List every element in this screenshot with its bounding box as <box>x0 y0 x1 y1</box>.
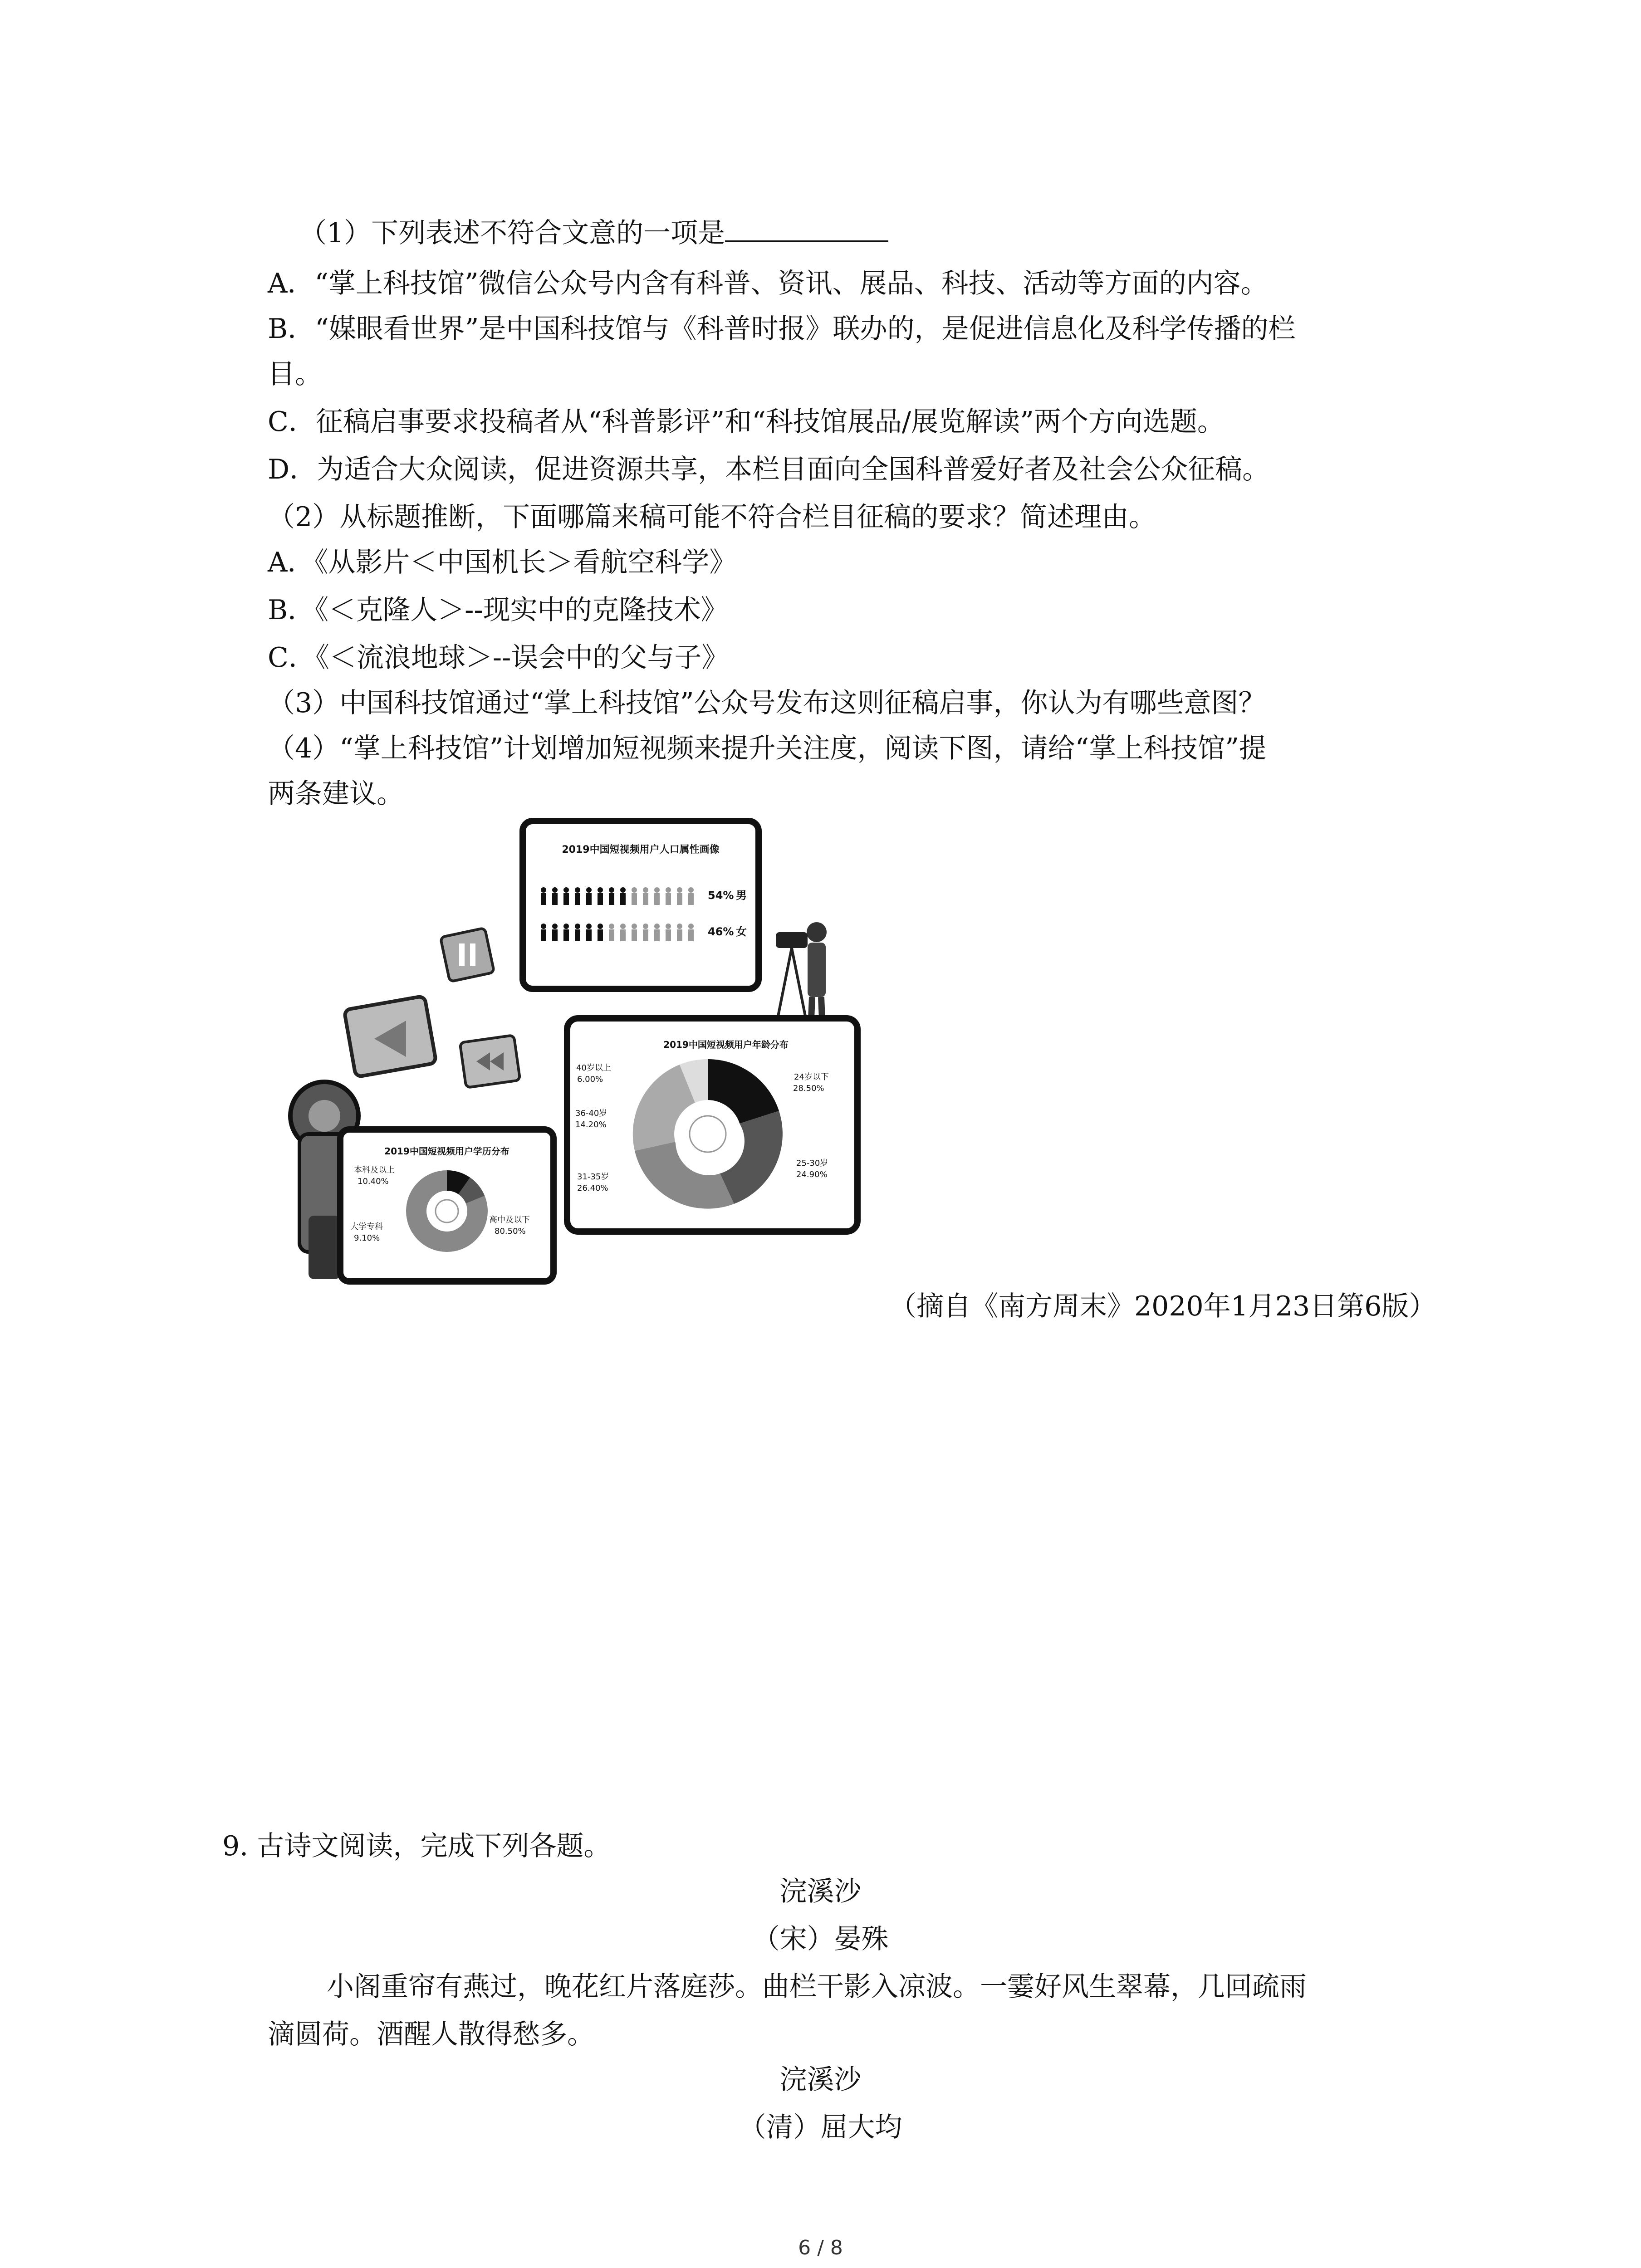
person-icon-body <box>654 929 660 941</box>
age-label-under24: 24岁以下 <box>794 1072 829 1082</box>
age-value-25-30: 24.90% <box>796 1170 828 1179</box>
option-a: A．“掌上科技馆”微信公众号内含有科普、资讯、展品、科技、活动等方面的内容。 <box>268 268 1268 299</box>
person-icon-body <box>563 893 569 905</box>
age-value-over40: 6.00% <box>577 1075 603 1084</box>
age-value-31-35: 26.40% <box>577 1183 608 1193</box>
person-icon-head <box>598 924 603 929</box>
gender-panel <box>523 821 759 989</box>
person-icon-body <box>666 893 671 905</box>
person-icon-head <box>586 887 592 893</box>
person-icon-head <box>654 924 660 929</box>
person-icon-body <box>688 929 694 941</box>
person-icon-body <box>620 929 626 941</box>
edu-value-highschool: 80.50% <box>495 1227 526 1236</box>
question-8-4-line1: （4）“掌上科技馆”计划增加短视频来提升关注度，阅读下图，请给“掌上科技馆”提 <box>268 733 1266 764</box>
person-icon-body <box>563 929 569 941</box>
person-icon-body <box>552 929 558 941</box>
edu-value-bachelor: 10.40% <box>358 1177 389 1186</box>
age-label-25-30: 25-30岁 <box>796 1158 828 1168</box>
person-icon-head <box>563 924 569 929</box>
edu-label-college: 大学专科 <box>350 1222 383 1232</box>
person-icon-body <box>575 893 580 905</box>
person-icon-head <box>552 887 558 893</box>
person-icon-body <box>575 929 580 941</box>
question-8-1-text: （1）下列表述不符合文意的一项是 <box>299 217 725 249</box>
edu-value-college: 9.10% <box>354 1233 380 1243</box>
person-icon-head <box>677 924 682 929</box>
person-icon-head <box>541 924 546 929</box>
person-icon-body <box>552 893 558 905</box>
person-icon-body <box>609 893 614 905</box>
person-icon-head <box>688 924 694 929</box>
person-icon-head <box>609 924 614 929</box>
person-icon-body <box>632 893 637 905</box>
person-icon-head <box>632 924 637 929</box>
person-icon-head <box>552 924 558 929</box>
person-icon-body <box>654 893 660 905</box>
person-icon-head <box>688 887 694 893</box>
person-icon-head <box>620 924 626 929</box>
person-icon-body <box>632 929 637 941</box>
age-value-under24: 28.50% <box>793 1084 824 1093</box>
age-title: 2019中国短视频用户年龄分布 <box>663 1039 789 1050</box>
poem1-line2: 滴圆荷。酒醒人散得愁多。 <box>268 2019 594 2050</box>
age-panel <box>567 1018 857 1232</box>
person-icon-body <box>598 929 603 941</box>
page-number: 6 / 8 <box>798 2236 843 2259</box>
person-icon-body <box>541 929 546 941</box>
person-icon-body <box>586 893 592 905</box>
person-icon-head <box>666 924 671 929</box>
source-citation: （摘自《南方周末》2020年1月23日第6版） <box>889 1290 1436 1322</box>
age-donut <box>633 1059 783 1209</box>
person-icon-head <box>575 924 580 929</box>
person-icon-head <box>654 887 660 893</box>
question-9-intro: 9. 古诗文阅读，完成下列各题。 <box>222 1830 611 1862</box>
option-b-line2: 目。 <box>268 358 322 390</box>
person-icon-body <box>677 893 682 905</box>
question-8-4-line2: 两条建议。 <box>268 778 404 810</box>
person-icon-head <box>598 887 603 893</box>
person-icon-body <box>688 893 694 905</box>
poem1-author: （宋）晏殊 <box>752 1923 889 1955</box>
age-value-36-40: 14.20% <box>575 1120 607 1129</box>
person-icon-head <box>620 887 626 893</box>
person-icon-head <box>575 887 580 893</box>
question-8-2-option-a: A．《从影片＜中国机长＞看航空科学》 <box>268 547 737 578</box>
question-8-3: （3）中国科技馆通过“掌上科技馆”公众号发布这则征稿启事，你认为有哪些意图？ <box>268 687 1266 719</box>
age-label-31-35: 31-35岁 <box>577 1172 609 1182</box>
person-icon-body <box>666 929 671 941</box>
person-icon-head <box>643 887 648 893</box>
person-icon-body <box>541 893 546 905</box>
age-label-over40: 40岁以上 <box>576 1063 611 1073</box>
pause-tile-icon <box>441 928 495 982</box>
person-icon-body <box>620 893 626 905</box>
male-percent: 54% <box>708 889 734 902</box>
question-8-1 <box>299 213 888 251</box>
person-icon-body <box>609 929 614 941</box>
person-icon-body <box>643 929 648 941</box>
person-icon-head <box>643 924 648 929</box>
person-icon-body <box>598 893 603 905</box>
person-icon-body <box>586 929 592 941</box>
education-donut <box>406 1170 488 1252</box>
poem1-title: 浣溪沙 <box>779 1876 862 1907</box>
edu-label-highschool: 高中及以下 <box>489 1215 530 1225</box>
person-icon-body <box>643 893 648 905</box>
age-label-36-40: 36-40岁 <box>575 1109 607 1118</box>
person-icon-head <box>563 887 569 893</box>
question-8-2: （2）从标题推断，下面哪篇来稿可能不符合栏目征稿的要求？简述理由。 <box>268 501 1156 533</box>
question-8-2-option-c: C．《＜流浪地球＞--误会中的父与子》 <box>268 642 729 674</box>
person-icon-head <box>609 887 614 893</box>
answer-blank[interactable] <box>725 213 888 242</box>
female-label: 女 <box>736 925 747 938</box>
person-icon-head <box>677 887 682 893</box>
poem1-line1: 小阁重帘有燕过，晚花红片落庭莎。曲栏干影入凉波。一霎好风生翠幕，几回疏雨 <box>327 1971 1307 2003</box>
poem2-author: （清）屈大均 <box>739 2112 902 2143</box>
education-title: 2019中国短视频用户学历分布 <box>384 1146 509 1157</box>
male-label: 男 <box>736 889 747 902</box>
person-icon-head <box>666 887 671 893</box>
education-panel <box>340 1129 554 1281</box>
person-icon-head <box>541 887 546 893</box>
option-d: D．为适合大众阅读，促进资源共享，本栏目面向全国科普爱好者及社会公众征稿。 <box>268 454 1270 485</box>
edu-label-bachelor: 本科及以上 <box>354 1165 395 1175</box>
question-8-2-option-b: B．《＜克隆人＞--现实中的克隆技术》 <box>268 594 728 626</box>
person-icon-head <box>632 887 637 893</box>
option-b-line1: B．“媒眼看世界”是中国科技馆与《科普时报》联办的，是促进信息化及科学传播的栏 <box>268 313 1296 345</box>
option-c: C．征稿启事要求投稿者从“科普影评”和“科技馆展品/展览解读”两个方向选题。 <box>268 406 1225 438</box>
short-video-infographic <box>272 816 871 1293</box>
person-icon-body <box>677 929 682 941</box>
female-percent: 46% <box>708 925 734 938</box>
person-icon-head <box>586 924 592 929</box>
gender-title: 2019中国短视频用户人口属性画像 <box>562 844 720 855</box>
play-tile-icon <box>344 996 436 1077</box>
rewind-tile-icon <box>460 1035 520 1088</box>
poem2-title: 浣溪沙 <box>779 2064 862 2096</box>
